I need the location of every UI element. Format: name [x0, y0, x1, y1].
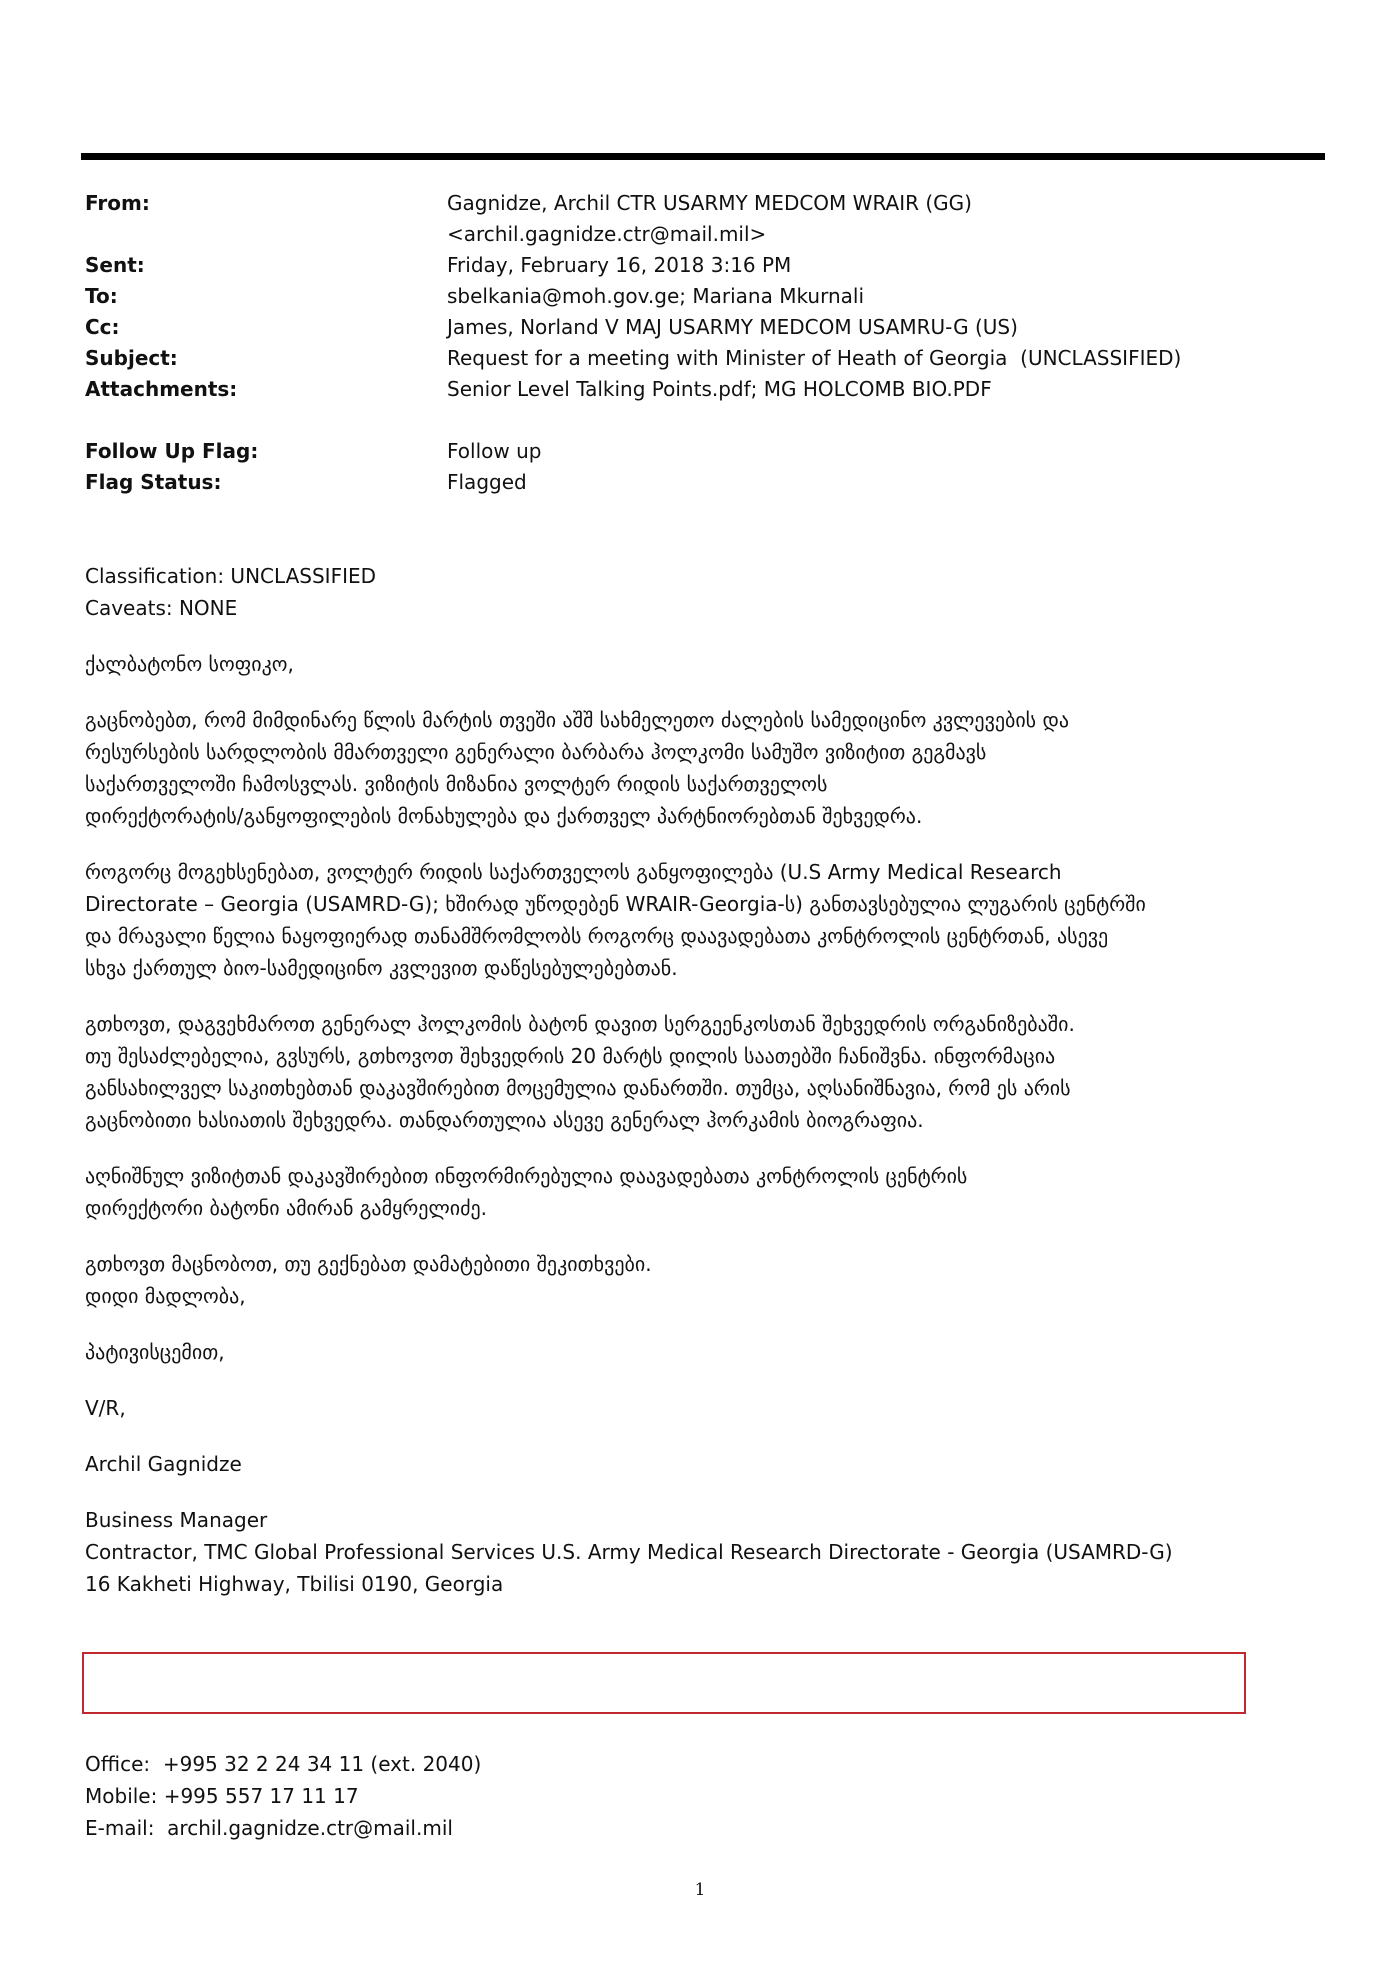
address-line: 16 Kakheti Highway, Tbilisi 0190, Georgia: [85, 1572, 504, 1596]
flagstatus-row: [85, 467, 1325, 498]
sent-value: Friday, February 16, 2018 3:16 PM: [447, 253, 792, 277]
paragraph-directorate: [85, 856, 1325, 984]
closing-respect: [85, 1336, 1325, 1368]
cc-value: James, Norland V MAJ USARMY MEDCOM USAMRU-G (US): [447, 315, 1018, 339]
contact-block: [85, 1748, 481, 1844]
subject-label: Subject:: [85, 346, 178, 370]
paragraph-thanks: [85, 1248, 1325, 1312]
signature-block: [85, 1504, 1325, 1600]
followup-label: Follow Up Flag:: [85, 439, 259, 463]
from-name: Gagnidze, Archil CTR USARMY MEDCOM WRAIR (GG): [447, 191, 972, 215]
signature-name: [85, 1448, 1325, 1480]
page-number: 1: [694, 1880, 706, 1900]
from-email: <archil.gagnidze.ctr@mail.mil>: [447, 222, 767, 246]
classification-line: Classification: UNCLASSIFIED: [85, 564, 377, 588]
paragraph-request: [85, 1008, 1325, 1136]
paragraph-line: დირექტორატის/განყოფილების მონახულება და ქართველ პარტნიორებთან შეხვედრა.: [85, 804, 923, 828]
office-phone: Office: +995 32 2 24 34 11 (ext. 2040): [85, 1752, 482, 1776]
paragraph-line: გთხოვთ, დაგვეხმაროთ გენერალ ჰოლკომის ბატონ დავით სერგეენკოსთან შეხვედრის ორგანიზებაში.: [85, 1012, 1075, 1036]
respect-line: პატივისცემით,: [85, 1340, 225, 1364]
to-value: sbelkania@moh.gov.ge; Mariana Mkurnali: [447, 284, 865, 308]
subject-row: [85, 343, 1325, 374]
header-divider: [81, 153, 1325, 160]
email-body: [85, 560, 1325, 1624]
cc-row: [85, 312, 1325, 343]
paragraph-line: რესურსების სარდლობის მმართველი გენერალი ბარბარა ჰოლკომი სამუშო ვიზიტით გეგმავს: [85, 740, 987, 764]
paragraph-line: აღნიშნულ ვიზიტთან დაკავშირებით ინფორმირებულია დაავადებათა კონტროლის ცენტრის: [85, 1164, 968, 1188]
from-label: From:: [85, 191, 150, 215]
to-label: To:: [85, 284, 118, 308]
followup-value: Follow up: [447, 439, 542, 463]
title-line: Business Manager: [85, 1508, 268, 1532]
paragraph-line: გთხოვთ მაცნობოთ, თუ გექნებათ დამატებითი შეკითხვები.: [85, 1252, 652, 1276]
paragraph-line: თუ შესაძლებელია, გვსურს, გთხოვოთ შეხვედრის 20 მარტს დილის საათებში ჩანიშვნა. ინფორმაცია: [85, 1044, 1056, 1068]
sent-label: Sent:: [85, 253, 145, 277]
paragraph-line: განსახილველ საკითხებთან დაკავშირებით მოცემულია დანართში. თუმცა, აღსანიშნავია, რომ ეს არის: [85, 1076, 1071, 1100]
subject-value: Request for a meeting with Minister of Heath of Georgia (UNCLASSIFIED): [447, 346, 1182, 370]
sent-row: [85, 250, 1325, 281]
paragraph-line: გაცნობითი ხასიათის შეხვედრა. თანდართულია ასევე გენერალ ჰორკამის ბიოგრაფია.: [85, 1108, 924, 1132]
from-row: [85, 188, 1325, 250]
caveats-line: Caveats: NONE: [85, 596, 238, 620]
name-line: Archil Gagnidze: [85, 1452, 242, 1476]
paragraph-line: გაცნობებთ, რომ მიმდინარე წლის მარტის თვეში აშშ სახმელეთო ძალების სამედიცინო კვლევების და: [85, 708, 1070, 732]
flagstatus-label: Flag Status:: [85, 470, 222, 494]
org-line: Contractor, TMC Global Professional Services U.S. Army Medical Research Directorate - Georgia (USAMRD-G): [85, 1540, 1173, 1564]
attachments-row: [85, 374, 1325, 405]
classification-block: [85, 560, 1325, 624]
flagstatus-value: Flagged: [447, 470, 527, 494]
paragraph-line: სხვა ქართულ ბიო-სამედიცინო კვლევით დაწესებულებებთან.: [85, 956, 678, 980]
paragraph-visit: [85, 704, 1325, 832]
email-address: E-mail: archil.gagnidze.ctr@mail.mil: [85, 1816, 453, 1840]
attachments-label: Attachments:: [85, 377, 238, 401]
attachments-value: Senior Level Talking Points.pdf; MG HOLCOMB BIO.PDF: [447, 377, 992, 401]
closing-vr: [85, 1392, 1325, 1424]
vr-line: V/R,: [85, 1396, 126, 1420]
greeting-line: ქალბატონო სოფიკო,: [85, 652, 294, 676]
paragraph-line: დირექტორი ბატონი ამირან გამყრელიძე.: [85, 1196, 488, 1220]
email-header: [85, 188, 1325, 498]
mobile-phone: Mobile: +995 557 17 11 17: [85, 1784, 359, 1808]
paragraph-line: Directorate – Georgia (USAMRD-G); ხშირად უწოდებენ WRAIR-Georgia-ს) განთავსებულია ლუგარის ცენტრში: [85, 892, 1146, 916]
paragraph-line: და მრავალი წელია ნაყოფიერად თანამშრომლობს როგორც დაავადებათა კონტროლის ცენტრთან, ასევე: [85, 924, 1109, 948]
cc-label: Cc:: [85, 315, 120, 339]
paragraph-line: დიდი მადლობა,: [85, 1284, 246, 1308]
paragraph-informed: [85, 1160, 1325, 1224]
highlight-box: [82, 1652, 1246, 1714]
paragraph-line: როგორც მოგეხსენებათ, ვოლტერ რიდის საქართველოს განყოფილება (U.S Army Medical Research: [85, 860, 1062, 884]
greeting: [85, 648, 1325, 680]
followup-row: [85, 436, 1325, 467]
paragraph-line: საქართველოში ჩამოსვლას. ვიზიტის მიზანია ვოლტერ რიდის საქართველოს: [85, 772, 828, 796]
from-value: [447, 188, 1325, 250]
to-row: [85, 281, 1325, 312]
